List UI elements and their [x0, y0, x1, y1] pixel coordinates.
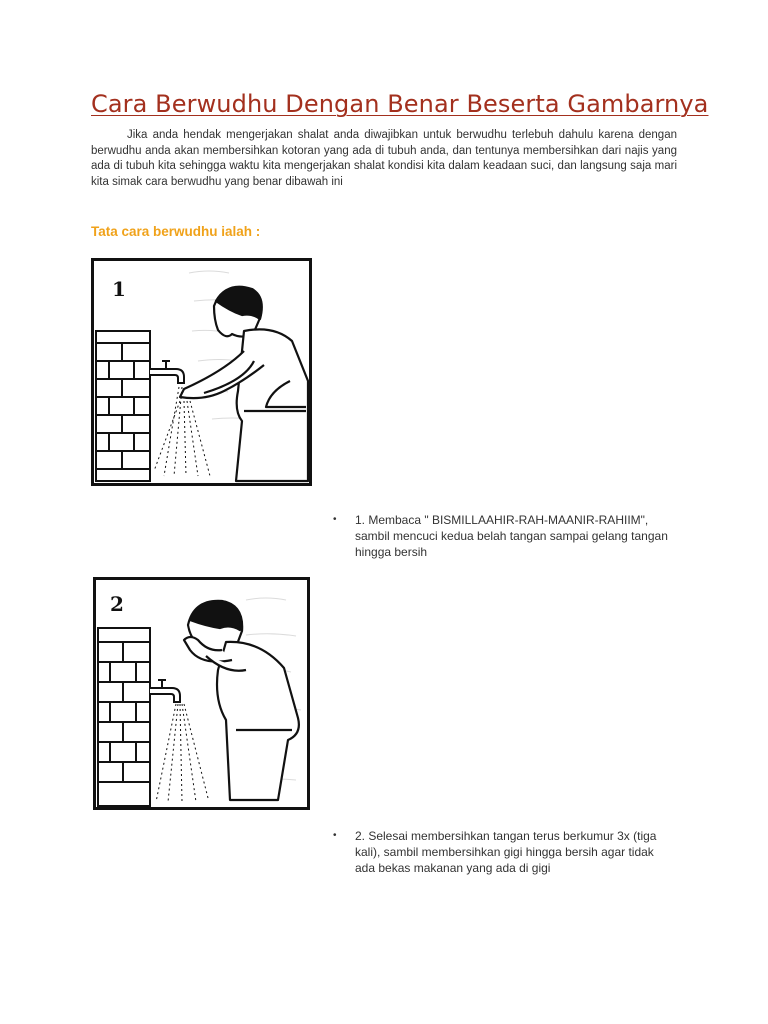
intro-paragraph: Jika anda hendak mengerjakan shalat anda diwajibkan untuk berwudhu terlebuh dahulu karena dengan berwudhu anda akan membersihkan kotoran yang ada di tubuh anda, dan tentunya membersihkan dari najis yang ada di tubuh kita sehingga waktu kita mengerjakan shalat kondisi kita dalam keadaan suci, dan langsung saja mari kita simak cara berwudhu yang benar dibawah ini [91, 129, 677, 188]
step-text: 2. Selesai membersihkan tangan terus berkumur 3x (tiga kali), sambil membersihkan gigi hingga bersih agar tidak ada bekas makanan yang ada di gigi [355, 829, 657, 875]
step-item [333, 828, 703, 876]
section-subheading: Tata cara berwudhu ialah : [91, 224, 261, 239]
illustration-washing-hands [91, 258, 312, 486]
step-item [333, 512, 703, 560]
bullet-icon: • [333, 514, 337, 525]
figure-number: 1 [112, 277, 126, 301]
figure-number: 2 [110, 592, 124, 616]
page-title: Cara Berwudhu Dengan Benar Beserta Gambarnya [91, 90, 709, 118]
illustration-rinsing-mouth [93, 577, 310, 810]
bullet-icon: • [333, 830, 337, 841]
washing-hands-drawing [94, 261, 309, 483]
step-text: 1. Membaca " BISMILLAAHIR-RAH-MAANIR-RAHIIM", sambil mencuci kedua belah tangan sampai gelang tangan hingga bersih [355, 513, 668, 559]
rinsing-mouth-drawing [96, 580, 307, 807]
